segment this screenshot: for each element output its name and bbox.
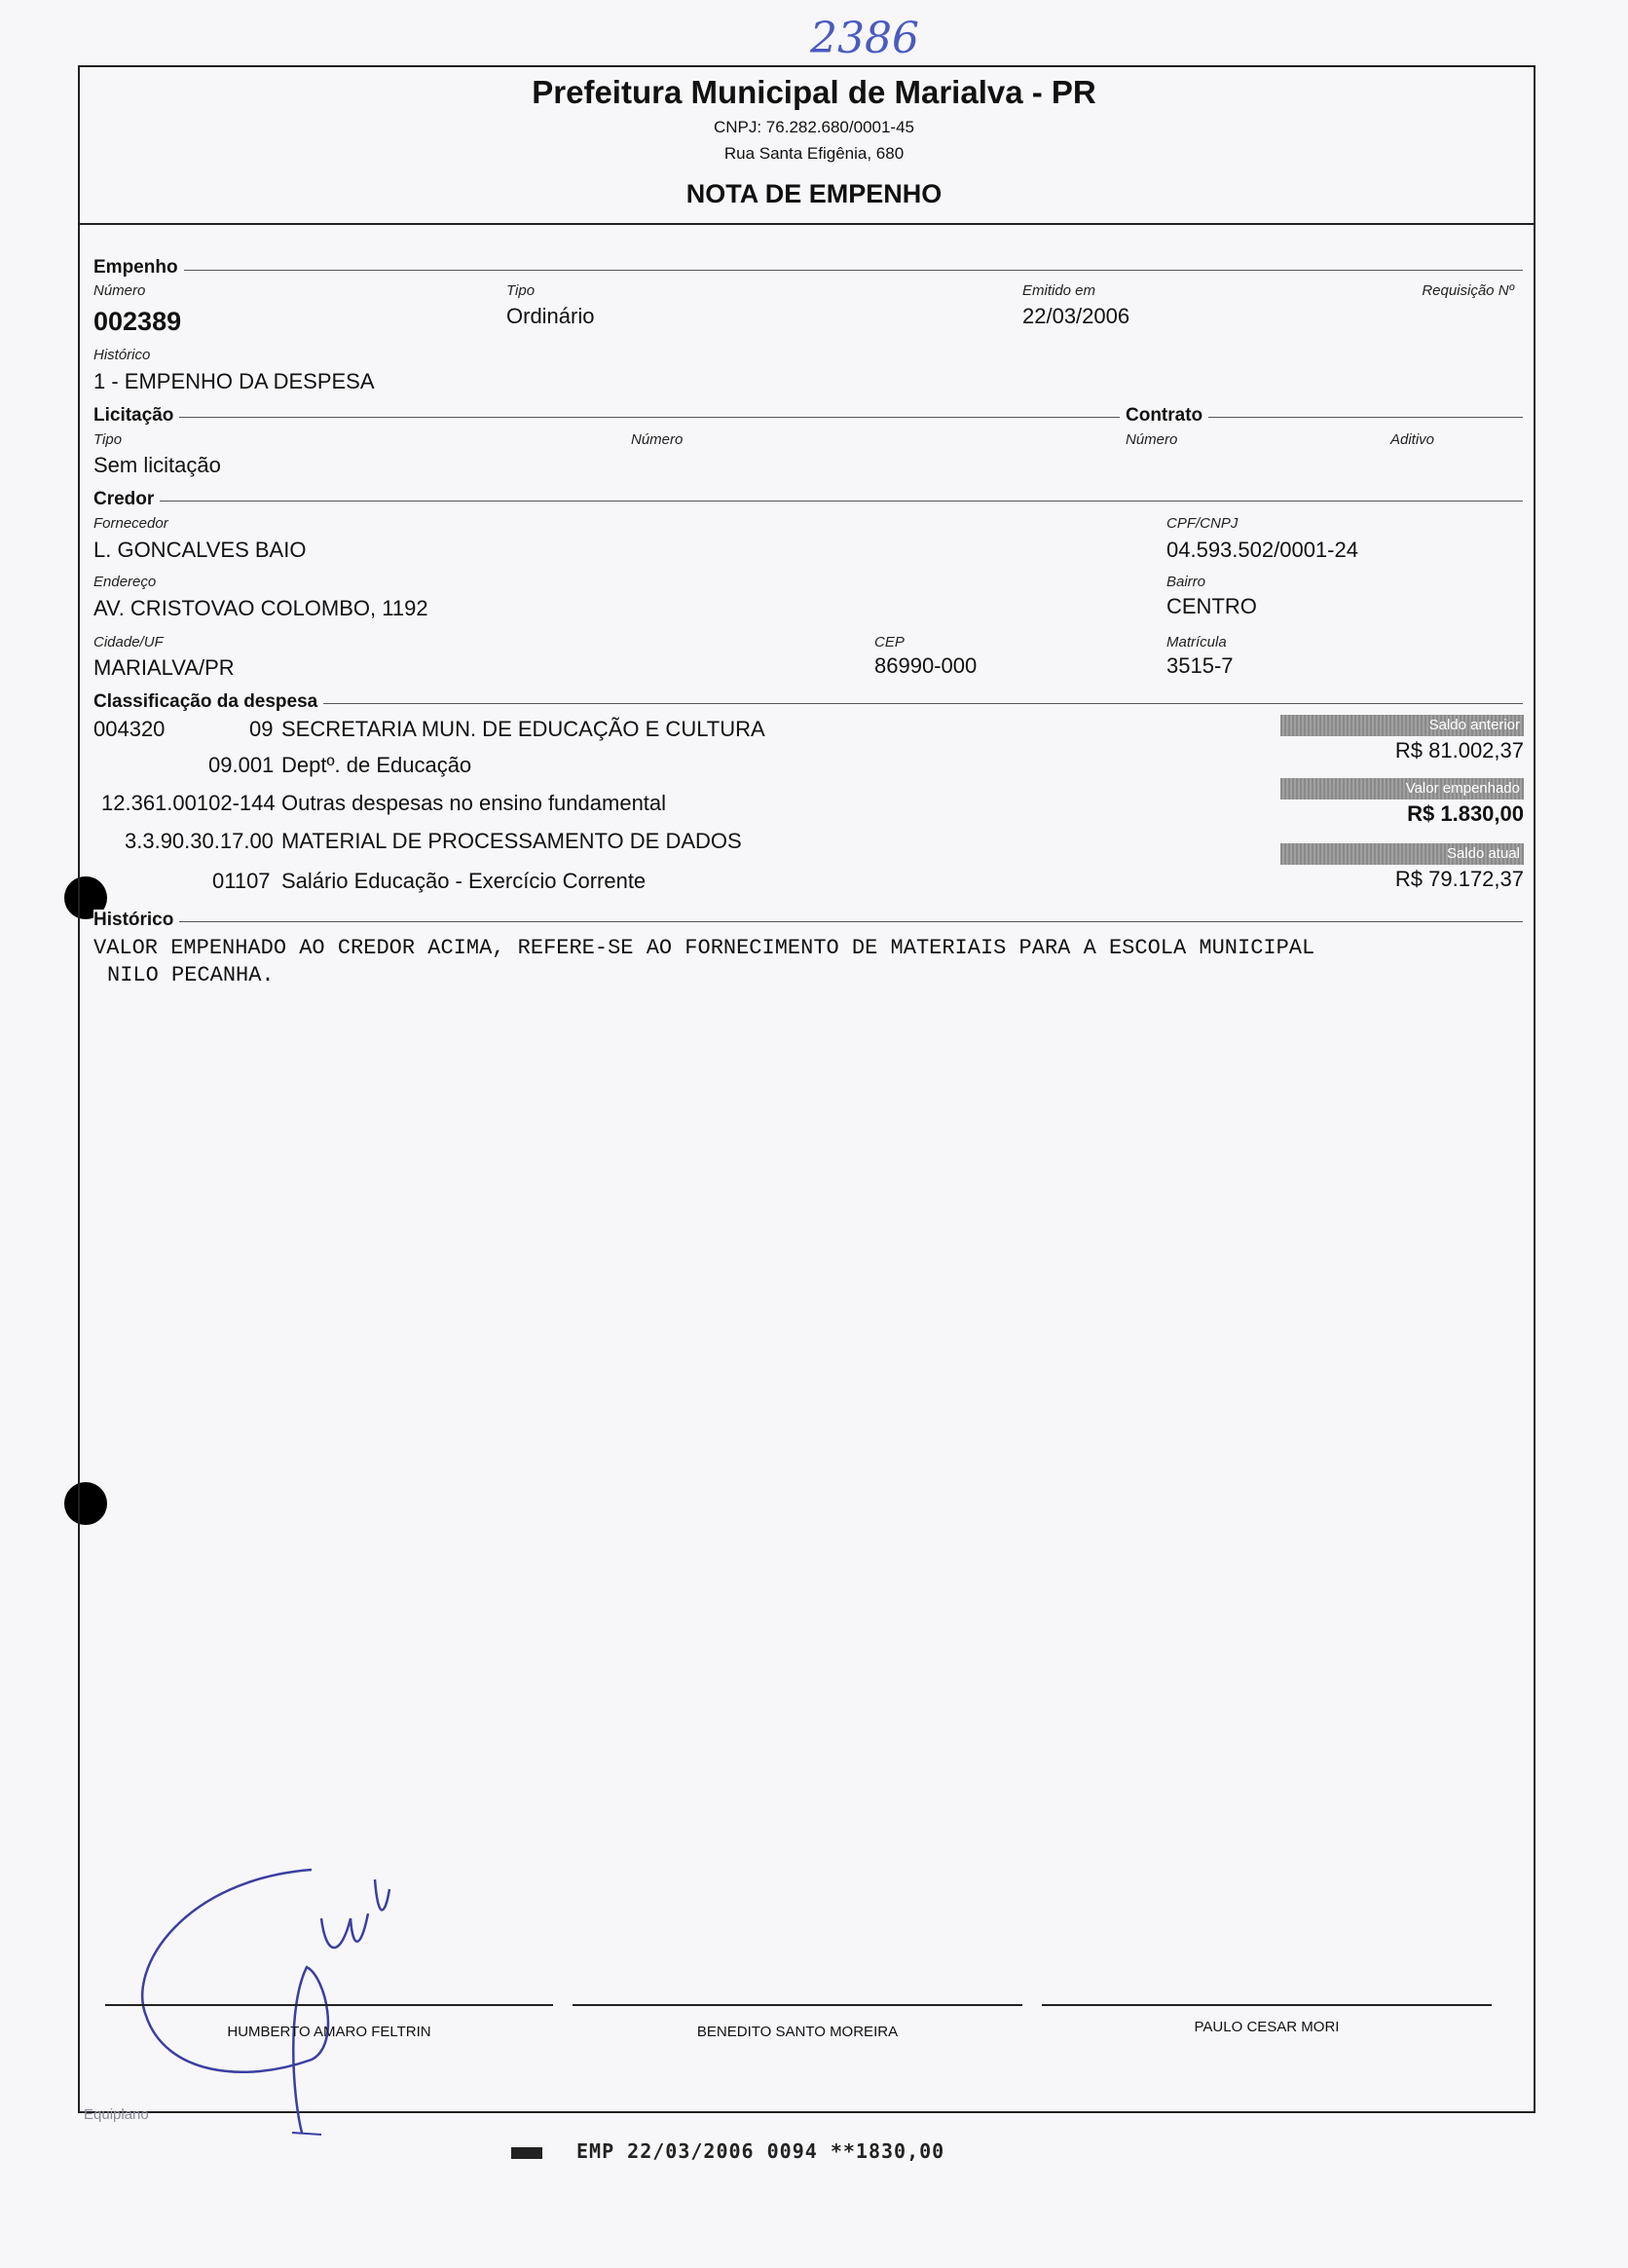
credor-endereco: AV. CRISTOVAO COLOMBO, 1192 [93,596,428,620]
signature-name-3: PAULO CESAR MORI [1194,2019,1340,2035]
credor-cep-label: CEP [874,634,905,651]
credor-matricula: 3515-7 [1166,653,1234,678]
credor-section-title: Credor [93,489,160,510]
signature-line-3 [1042,2004,1492,2006]
classificacao-line5-code: 01107 [212,869,271,893]
empenho-emitido: 22/03/2006 [1022,304,1130,328]
classificacao-section-title: Classificação da despesa [93,691,323,713]
classificacao-line4-code: 3.3.90.30.17.00 [125,829,274,853]
saldo-atual-label: Saldo atual [1280,843,1524,865]
header-divider [78,223,1536,225]
empenho-numero: 002389 [93,307,182,336]
credor-rule [93,501,1523,502]
header-address: Rua Santa Efigênia, 680 [723,144,905,163]
header-cnpj: CNPJ: 76.282.680/0001-45 [713,118,915,136]
credor-bairro-label: Bairro [1166,574,1206,590]
licitacao-section-title: Licitação [93,405,179,427]
signature-line-1 [105,2004,553,2006]
credor-matricula-label: Matrícula [1166,634,1227,651]
classificacao-line3-code: 12.361.00102-144 [101,791,276,815]
signature-name-2: BENEDITO SANTO MOREIRA [696,2024,899,2040]
handwritten-number: 2386 [810,14,919,63]
credor-fornecedor: L. GONCALVES BAIO [93,538,307,562]
saldo-anterior: R$ 81.002,37 [1394,738,1524,762]
empenho-historico-label: Histórico [93,347,151,363]
signature-line-2 [573,2004,1022,2006]
credor-cpf: 04.593.502/0001-24 [1166,538,1358,562]
classificacao-line2-code: 09.001 [208,753,275,777]
licitacao-rule [93,417,1523,418]
historico-section-title: Histórico [93,910,179,931]
credor-bairro: CENTRO [1166,594,1257,618]
saldo-anterior-label: Saldo anterior [1280,715,1524,736]
licitacao-tipo-label: Tipo [93,431,123,448]
empenho-numero-label: Número [93,282,146,299]
empenho-section-title: Empenho [93,257,184,279]
credor-cidade: MARIALVA/PR [93,655,235,680]
document-title: NOTA DE EMPENHO [685,179,943,208]
empenho-historico: 1 - EMPENHO DA DESPESA [93,369,375,393]
stamp-block-icon [511,2147,542,2159]
contrato-section-title: Contrato [1120,405,1208,427]
historico-rule [93,921,1523,922]
credor-endereco-label: Endereço [93,574,157,590]
credor-cpf-label: CPF/CNPJ [1166,515,1239,532]
licitacao-tipo: Sem licitação [93,453,221,477]
historico-line2: NILO PECANHA. [107,963,275,987]
valor-empenhado: R$ 1.830,00 [1407,801,1524,826]
valor-empenhado-label: Valor empenhado [1280,778,1524,799]
classificacao-line2: Deptº. de Educação [281,753,472,777]
empenho-tipo: Ordinário [506,304,595,328]
signature-scribble [127,1850,438,2142]
credor-cidade-label: Cidade/UF [93,634,164,651]
empenho-tipo-label: Tipo [506,282,536,299]
saldo-atual: R$ 79.172,37 [1394,867,1524,891]
empenho-emitido-label: Emitido em [1022,282,1096,299]
contrato-numero-label: Número [1126,431,1178,448]
classificacao-line3: Outras despesas no ensino fundamental [281,791,667,815]
classificacao-line5: Salário Educação - Exercício Corrente [281,869,647,893]
signature-name-1: HUMBERTO AMARO FELTRIN [227,2024,431,2040]
historico-line1: VALOR EMPENHADO AO CREDOR ACIMA, REFERE-SE AO FORNECIMENTO DE MATERIAIS PARA A ESCOLA MUNICIPAL [93,936,1315,960]
credor-cep: 86990-000 [874,653,978,678]
classificacao-line4: MATERIAL DE PROCESSAMENTO DE DADOS [281,829,742,853]
classificacao-code: 004320 [93,717,166,741]
credor-fornecedor-label: Fornecedor [93,515,168,532]
licitacao-numero-label: Número [631,431,684,448]
classificacao-line1: SECRETARIA MUN. DE EDUCAÇÃO E CULTURA [281,717,765,741]
printed-stamp: EMP 22/03/2006 0094 **1830,00 [576,2139,945,2163]
software-footer: Equiplano [84,2106,149,2123]
classificacao-line1-code: 09 [249,717,274,741]
page-title: Prefeitura Municipal de Marialva - PR [532,74,1096,110]
empenho-requisicao-label: Requisição Nº [1422,282,1514,299]
contrato-aditivo-label: Aditivo [1390,431,1435,448]
empenho-rule [93,270,1523,271]
